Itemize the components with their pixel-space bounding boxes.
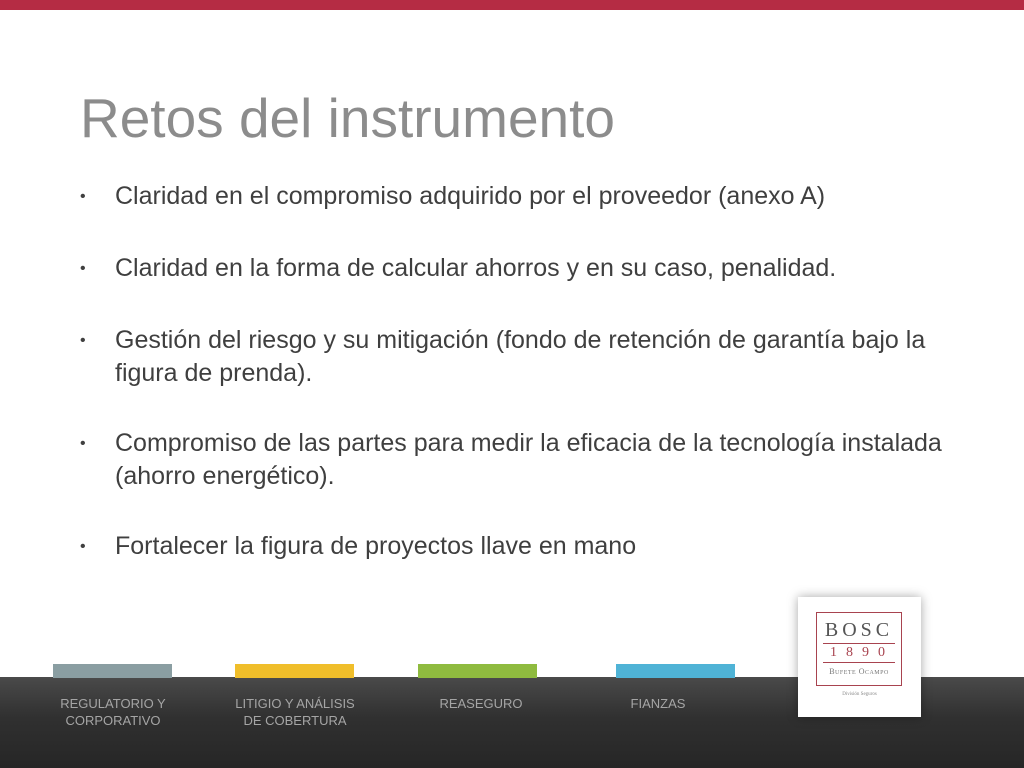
bullet-text: Claridad en el compromiso adquirido por el proveedor (anexo A) bbox=[115, 182, 826, 210]
tab-fianzas[interactable]: FIANZAS bbox=[630, 696, 686, 711]
logo-subtitle: División Seguros bbox=[842, 692, 877, 697]
bullet-text: Gestión del riesgo y su mitigación (fondo de retención de garantía bajo la figura de prenda). bbox=[115, 326, 926, 387]
tab-reaseguro[interactable]: REASEGURO bbox=[439, 696, 523, 711]
logo-wordmark: BOSC bbox=[824, 619, 894, 641]
bullet-dot-icon: • bbox=[80, 332, 86, 349]
tab-fianzas-color-bar bbox=[616, 664, 735, 678]
tab-litigio-color-bar bbox=[235, 664, 354, 678]
tab-reaseguro-color-bar bbox=[418, 664, 537, 678]
bullet-text: Fortalecer la figura de proyectos llave en mano bbox=[115, 532, 637, 560]
bullet-dot-icon: • bbox=[80, 435, 86, 452]
tab-regulatorio-color-bar bbox=[53, 664, 172, 678]
bullet-dot-icon: • bbox=[80, 188, 86, 205]
bullet-text: Compromiso de las partes para medir la eficacia de la tecnología instalada (ahorro energético). bbox=[115, 429, 942, 490]
bullet-dot-icon: • bbox=[80, 538, 86, 555]
tab-regulatorio[interactable]: REGULATORIO Y CORPORATIVO bbox=[60, 696, 166, 728]
bullet-dot-icon: • bbox=[80, 260, 86, 277]
logo-frame bbox=[816, 612, 902, 686]
logo-year: 1890 bbox=[823, 643, 895, 663]
logo-firm-name: Bufete Ocampo bbox=[829, 667, 889, 676]
top-accent-bar bbox=[0, 0, 1024, 10]
tab-litigio[interactable]: LITIGIO Y ANÁLISIS DE COBERTURA bbox=[235, 696, 355, 728]
firm-logo bbox=[798, 597, 921, 717]
bullet-text: Claridad en la forma de calcular ahorros y en su caso, penalidad. bbox=[115, 254, 837, 282]
slide-title: Retos del instrumento bbox=[80, 87, 615, 149]
